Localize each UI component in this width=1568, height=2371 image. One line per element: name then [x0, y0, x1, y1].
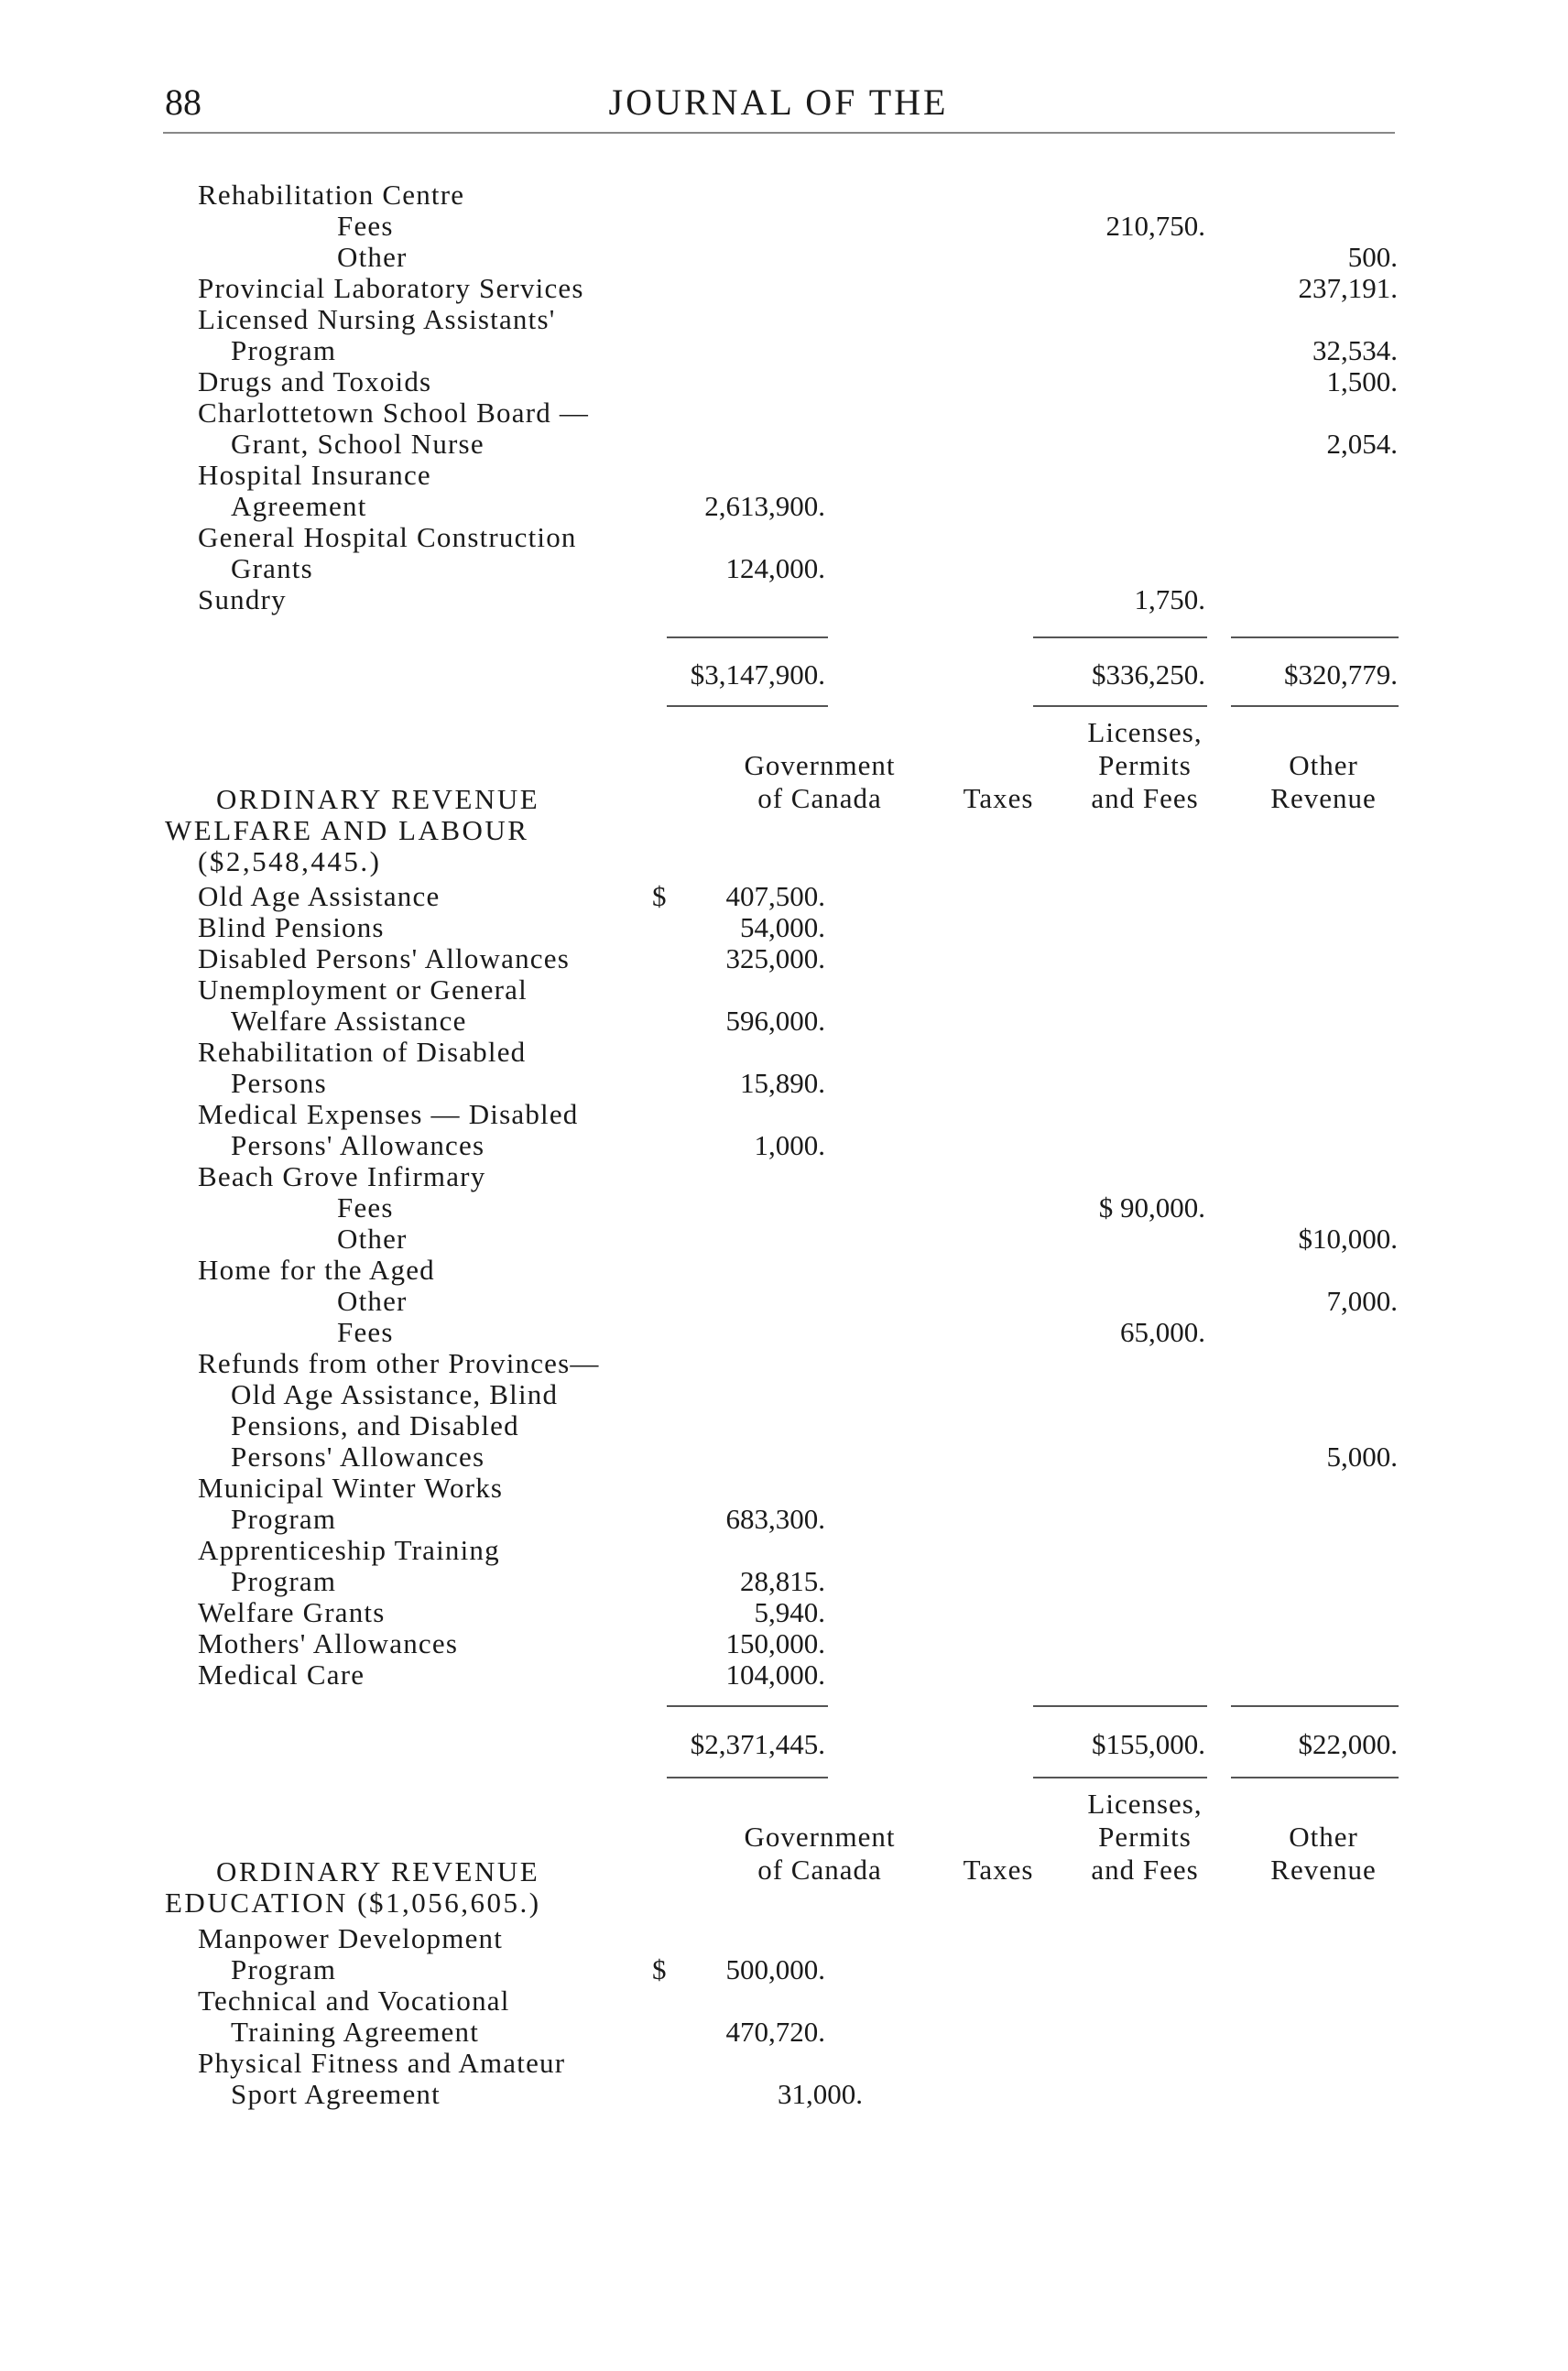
row-label: Municipal Winter Works — [198, 1472, 504, 1504]
table-row — [0, 584, 1568, 615]
other-value: 500. — [1347, 241, 1398, 273]
row-label: Other — [337, 1223, 408, 1255]
table-row — [0, 273, 1568, 304]
row-label: Grant, School Nurse — [231, 428, 485, 460]
table-row — [0, 1099, 1568, 1130]
rule — [1231, 1705, 1399, 1707]
row-label: Blind Pensions — [198, 911, 385, 943]
row-label: Rehabilitation of Disabled — [198, 1036, 527, 1068]
government-value: 596,000. — [725, 1005, 825, 1037]
row-label: Fees — [337, 210, 394, 242]
table-row — [0, 974, 1568, 1006]
table-row — [0, 1628, 1568, 1659]
licenses-total: $155,000. — [1092, 1728, 1205, 1760]
table-row — [0, 1504, 1568, 1535]
table-row — [0, 1006, 1568, 1037]
table-row — [0, 1317, 1568, 1348]
column-header-licenses: Licenses, Permits and Fees — [1087, 716, 1203, 814]
section-heading: WELFARE AND LABOUR — [165, 814, 529, 846]
table-row — [0, 491, 1568, 522]
other-value: 2,054. — [1326, 428, 1398, 460]
rule — [1231, 636, 1399, 638]
row-label: Other — [337, 241, 408, 273]
table-row — [0, 1224, 1568, 1255]
row-label: Manpower Development — [198, 1922, 504, 1954]
government-total: $3,147,900. — [690, 658, 825, 691]
row-label: Fees — [337, 1191, 394, 1224]
rule — [667, 1705, 828, 1707]
government-value: 470,720. — [725, 2016, 825, 2048]
column-header-taxes: Taxes — [963, 1854, 1034, 1886]
row-label: Drugs and Toxoids — [198, 365, 432, 397]
government-total: $2,371,445. — [690, 1728, 825, 1760]
government-value: 500,000. — [725, 1953, 825, 1985]
government-value: 5,940. — [754, 1596, 825, 1628]
rule — [1033, 1705, 1207, 1707]
row-label: Old Age Assistance, Blind — [231, 1378, 559, 1410]
row-label: Training Agreement — [231, 2016, 480, 2048]
section-heading: ORDINARY REVENUE — [216, 1855, 540, 1887]
table-row — [0, 522, 1568, 553]
row-label: Licensed Nursing Assistants' — [198, 303, 556, 335]
row-label: Medical Care — [198, 1659, 365, 1691]
row-label: Pensions, and Disabled — [231, 1409, 519, 1441]
other-total: $320,779. — [1284, 658, 1398, 691]
table-row — [0, 304, 1568, 335]
other-total: $22,000. — [1298, 1728, 1398, 1760]
table-row — [0, 335, 1568, 366]
row-label: Persons' Allowances — [231, 1441, 485, 1473]
header-rule — [163, 132, 1395, 134]
row-label: Apprenticeship Training — [198, 1534, 500, 1566]
table-row — [0, 881, 1568, 912]
table-row — [0, 1410, 1568, 1441]
government-value: 28,815. — [740, 1565, 825, 1597]
dollar-sign: $ — [652, 1953, 667, 1985]
table-row — [0, 1597, 1568, 1628]
row-label: Persons' Allowances — [231, 1129, 485, 1161]
row-label: Home for the Aged — [198, 1254, 435, 1286]
row-label: Fees — [337, 1316, 394, 1348]
other-value: 32,534. — [1312, 334, 1398, 366]
table-row — [0, 1130, 1568, 1161]
other-value: 237,191. — [1298, 272, 1398, 304]
rule — [667, 1777, 828, 1778]
government-value: 325,000. — [725, 942, 825, 974]
totals-row — [0, 659, 1568, 691]
other-value: 1,500. — [1326, 365, 1398, 397]
page-header — [165, 81, 1392, 126]
table-row — [0, 912, 1568, 943]
table-row — [0, 553, 1568, 584]
row-label: Physical Fitness and Amateur — [198, 2047, 566, 2079]
other-value: 7,000. — [1326, 1285, 1398, 1317]
rule — [1231, 705, 1399, 707]
row-label: Unemployment or General — [198, 973, 528, 1006]
table-row — [0, 1566, 1568, 1597]
row-label: Provincial Laboratory Services — [198, 272, 584, 304]
table-row — [0, 2079, 1568, 2110]
government-value: 124,000. — [725, 552, 825, 584]
row-label: Charlottetown School Board — — [198, 397, 590, 429]
row-label: Program — [231, 1503, 337, 1535]
government-value: 407,500. — [725, 880, 825, 912]
rule — [1033, 705, 1207, 707]
row-label: Welfare Assistance — [231, 1005, 467, 1037]
column-header-other: Other Revenue — [1270, 1821, 1377, 1886]
table-row — [0, 179, 1568, 211]
government-value: 15,890. — [740, 1067, 825, 1099]
row-label: Medical Expenses — Disabled — [198, 1098, 579, 1130]
column-header-taxes: Taxes — [963, 782, 1034, 814]
table-row — [0, 1037, 1568, 1068]
row-label: Agreement — [231, 490, 367, 522]
licenses-value: 210,750. — [1105, 210, 1205, 242]
government-value: 54,000. — [740, 911, 825, 943]
table-row — [0, 211, 1568, 242]
column-header-government: Government of Canada — [744, 1821, 896, 1886]
column-header-other: Other Revenue — [1270, 749, 1377, 814]
licenses-total: $336,250. — [1092, 658, 1205, 691]
row-label: Disabled Persons' Allowances — [198, 942, 570, 974]
row-label: Sport Agreement — [231, 2078, 441, 2110]
section-subheading: ($2,548,445.) — [198, 845, 382, 877]
table-row — [0, 1535, 1568, 1566]
row-label: Grants — [231, 552, 313, 584]
row-label: Sundry — [198, 583, 287, 615]
table-row — [0, 1441, 1568, 1473]
other-value: $10,000. — [1298, 1223, 1398, 1255]
totals-row — [0, 1729, 1568, 1760]
rule — [667, 636, 828, 638]
section-heading: ORDINARY REVENUE — [216, 783, 540, 815]
table-row — [0, 1923, 1568, 1954]
government-value: 31,000. — [778, 2078, 863, 2110]
rule — [667, 705, 828, 707]
rule — [1231, 1777, 1399, 1778]
government-value: 150,000. — [725, 1627, 825, 1659]
table-row — [0, 1161, 1568, 1192]
row-label: Old Age Assistance — [198, 880, 441, 912]
page-number: 88 — [165, 82, 201, 123]
row-label: Program — [231, 1565, 337, 1597]
government-value: 2,613,900. — [704, 490, 825, 522]
table-row — [0, 2017, 1568, 2048]
table-row — [0, 2048, 1568, 2079]
row-label: Technical and Vocational — [198, 1985, 510, 2017]
table-row — [0, 429, 1568, 460]
row-label: Rehabilitation Centre — [198, 179, 465, 211]
row-label: Persons — [231, 1067, 327, 1099]
rule — [1033, 636, 1207, 638]
dollar-sign: $ — [652, 880, 667, 912]
table-row — [0, 1286, 1568, 1317]
table-row — [0, 1379, 1568, 1410]
row-label: Program — [231, 334, 337, 366]
table-row — [0, 366, 1568, 397]
table-row — [0, 242, 1568, 273]
table-row — [0, 1473, 1568, 1504]
table-row — [0, 1954, 1568, 1985]
licenses-value: 65,000. — [1120, 1316, 1205, 1348]
row-label: Refunds from other Provinces— — [198, 1347, 600, 1379]
table-row — [0, 943, 1568, 974]
row-label: Other — [337, 1285, 408, 1317]
row-label: General Hospital Construction — [198, 521, 577, 553]
row-label: Beach Grove Infirmary — [198, 1160, 486, 1192]
column-header-licenses: Licenses, Permits and Fees — [1087, 1788, 1203, 1886]
table-row — [0, 397, 1568, 429]
table-row — [0, 1985, 1568, 2017]
table-row — [0, 1255, 1568, 1286]
government-value: 683,300. — [725, 1503, 825, 1535]
table-row — [0, 460, 1568, 491]
row-label: Hospital Insurance — [198, 459, 431, 491]
running-title: JOURNAL OF THE — [608, 82, 949, 123]
row-label: Welfare Grants — [198, 1596, 386, 1628]
row-label: Program — [231, 1953, 337, 1985]
table-row — [0, 1068, 1568, 1099]
column-header-government: Government of Canada — [744, 749, 896, 814]
other-value: 5,000. — [1326, 1441, 1398, 1473]
table-row — [0, 1659, 1568, 1691]
row-label: Mothers' Allowances — [198, 1627, 459, 1659]
government-value: 104,000. — [725, 1659, 825, 1691]
section-heading: EDUCATION ($1,056,605.) — [165, 1887, 541, 1919]
licenses-value: $ 90,000. — [1098, 1191, 1205, 1224]
table-row — [0, 1192, 1568, 1224]
table-row — [0, 1348, 1568, 1379]
government-value: 1,000. — [754, 1129, 825, 1161]
licenses-value: 1,750. — [1134, 583, 1205, 615]
rule — [1033, 1777, 1207, 1778]
